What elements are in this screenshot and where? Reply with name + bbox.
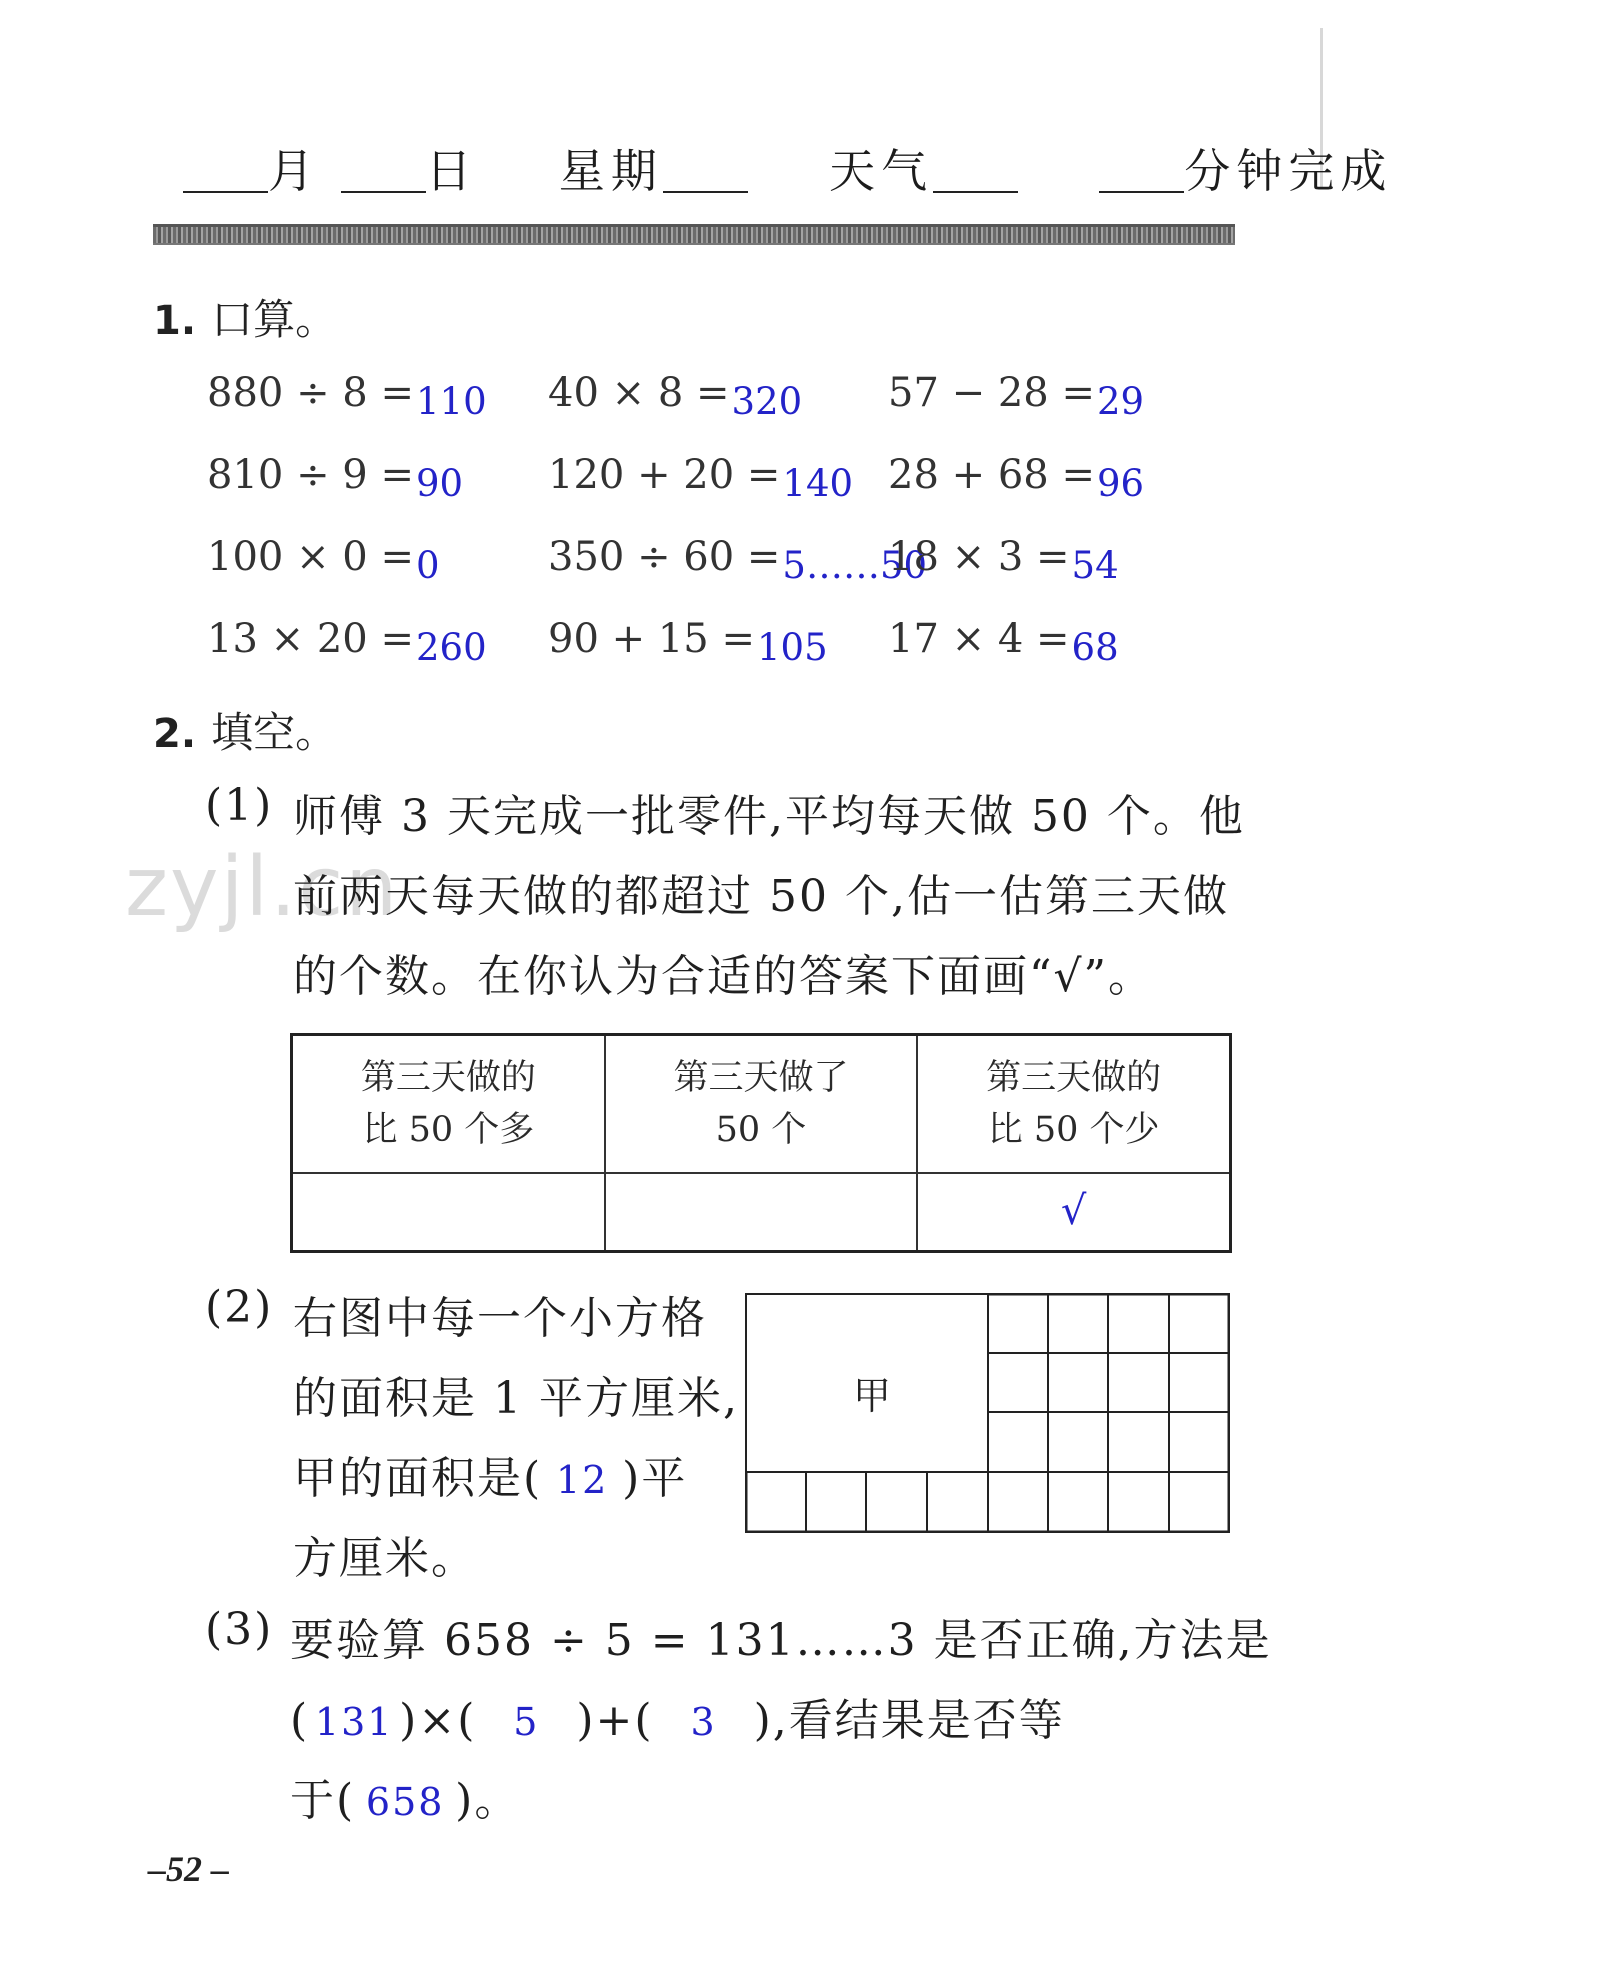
calc-answer[interactable]: 90 <box>415 462 464 505</box>
calc-item <box>888 370 1145 423</box>
calc-expression: 90 + 15 = <box>548 616 755 662</box>
calc-item <box>548 616 828 669</box>
calc-expression: 100 × 0 = <box>207 534 414 580</box>
calc-answer[interactable]: 110 <box>415 380 487 423</box>
calc-item <box>548 534 928 587</box>
header-date-line <box>183 135 1392 201</box>
calc-answer[interactable]: 5……50 <box>782 544 928 587</box>
q2-1-line1: 师傅 3 天完成一批零件,平均每天做 50 个。他 <box>293 791 1245 842</box>
weekday-label: 星期 <box>558 144 663 198</box>
calc-answer[interactable]: 0 <box>415 544 440 587</box>
q2-2-line3: 甲的面积是( 12 )平 <box>293 1453 688 1504</box>
option-equal-mark[interactable] <box>605 1173 917 1252</box>
calc-expression: 880 ÷ 8 = <box>207 370 414 416</box>
q2-3-line3: 于( 658 )。 <box>290 1775 521 1826</box>
weather-label: 天气 <box>829 144 934 198</box>
verify-answer-dividend[interactable]: 658 <box>365 1780 445 1824</box>
q2-1-line2: 前两天每天做的都超过 50 个,估一估第三天做 <box>293 871 1229 922</box>
calc-expression: 28 + 68 = <box>888 452 1095 498</box>
calc-expression: 350 ÷ 60 = <box>548 534 781 580</box>
calc-expression: 810 ÷ 9 = <box>207 452 414 498</box>
q2-2-label: (2) <box>205 1282 274 1333</box>
calc-item <box>888 534 1119 587</box>
q2-3-label: (3) <box>205 1604 274 1655</box>
option-more-header: 第三天做的 比 50 个多 <box>292 1035 605 1174</box>
q2-3-line1: 要验算 658 ÷ 5 = 131……3 是否正确,方法是 <box>290 1615 1272 1666</box>
q1-title: 口算。 <box>211 295 338 344</box>
minutes-blank[interactable] <box>1099 151 1184 193</box>
calc-item <box>207 534 440 587</box>
calc-item <box>207 616 487 669</box>
calc-item <box>548 370 803 423</box>
option-less-header: 第三天做的 比 50 个少 <box>917 1035 1230 1174</box>
calc-item <box>888 452 1145 505</box>
area-answer[interactable]: 12 <box>555 1458 609 1502</box>
q2-2-line2: 的面积是 1 平方厘米, <box>293 1373 739 1424</box>
region-jia-label: 甲 <box>853 1374 892 1418</box>
month-blank[interactable] <box>183 151 268 193</box>
verify-answer-quotient[interactable]: 131 <box>314 1700 394 1744</box>
weather-blank[interactable] <box>933 151 1018 193</box>
q2-1-label: (1) <box>205 780 274 831</box>
calc-item <box>888 616 1119 669</box>
calc-expression: 120 + 20 = <box>548 452 781 498</box>
calc-answer[interactable]: 140 <box>782 462 854 505</box>
calc-expression: 13 × 20 = <box>207 616 414 662</box>
q2-2-line4: 方厘米。 <box>293 1533 477 1584</box>
calc-expression: 17 × 4 = <box>888 616 1070 662</box>
calc-item <box>207 370 487 423</box>
minutes-label: 分钟完成 <box>1184 144 1393 198</box>
verify-answer-remainder[interactable]: 3 <box>690 1700 717 1744</box>
calc-item <box>548 452 854 505</box>
q2-heading <box>153 700 337 760</box>
check-mark: √ <box>1060 1188 1087 1234</box>
calc-answer[interactable]: 96 <box>1096 462 1145 505</box>
q2-2-line1: 右图中每一个小方格 <box>293 1293 707 1344</box>
q2-title: 填空。 <box>211 708 338 757</box>
q2-number: 2. <box>153 711 197 757</box>
page-number: –52 – <box>148 1849 229 1889</box>
estimate-table <box>290 1033 1232 1253</box>
day-label: 日 <box>425 144 478 198</box>
option-equal-header: 第三天做了 50 个 <box>605 1035 917 1174</box>
verify-answer-divisor[interactable]: 5 <box>513 1700 540 1744</box>
watermark: zyjl.cn <box>125 840 400 935</box>
calc-expression: 40 × 8 = <box>548 370 730 416</box>
q1-heading <box>153 287 337 347</box>
area-grid-figure <box>745 1293 1230 1533</box>
calc-expression: 18 × 3 = <box>888 534 1070 580</box>
q1-number: 1. <box>153 298 197 344</box>
calc-expression: 57 − 28 = <box>888 370 1095 416</box>
calc-answer[interactable]: 68 <box>1071 626 1119 669</box>
day-blank[interactable] <box>341 151 426 193</box>
calc-answer[interactable]: 320 <box>731 380 803 423</box>
calc-answer[interactable]: 105 <box>756 626 828 669</box>
q2-1-line3: 的个数。在你认为合适的答案下面画“√”。 <box>293 951 1155 1002</box>
header-rule <box>153 224 1235 245</box>
calc-item <box>207 452 464 505</box>
option-more-mark[interactable] <box>292 1173 605 1252</box>
calc-answer[interactable]: 260 <box>415 626 487 669</box>
month-label: 月 <box>268 144 320 198</box>
weekday-blank[interactable] <box>663 151 748 193</box>
area-grid <box>745 1293 1230 1533</box>
calc-answer[interactable]: 29 <box>1096 380 1145 423</box>
calc-answer[interactable]: 54 <box>1071 544 1119 587</box>
q2-3-line2: ( 131 )×( 5 )+( 3 ),看结果是否等 <box>290 1695 1065 1746</box>
option-less-mark[interactable] <box>917 1173 1230 1252</box>
